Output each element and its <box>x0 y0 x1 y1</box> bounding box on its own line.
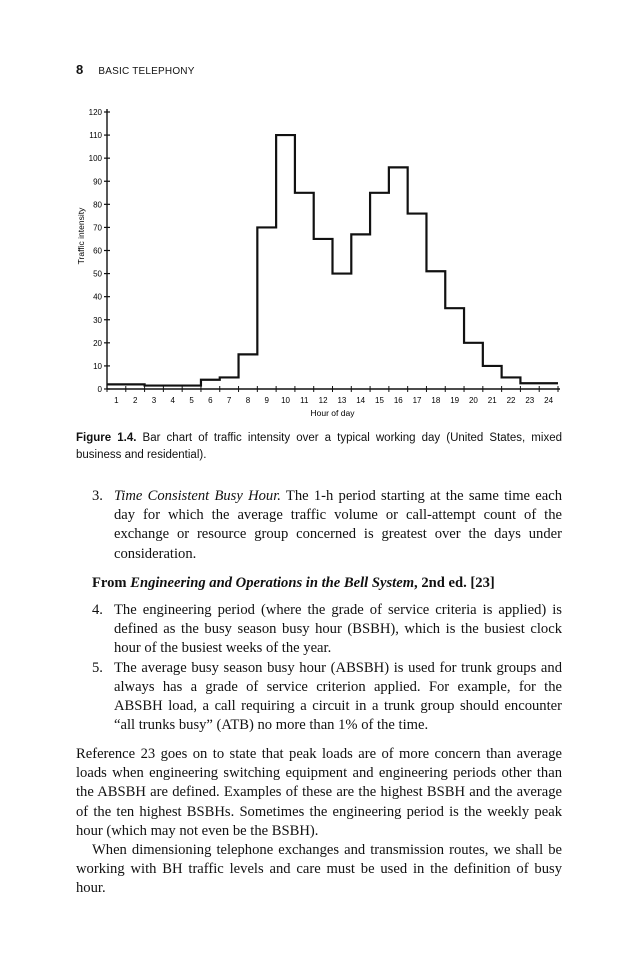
bar-hour-7 <box>220 377 239 389</box>
y-tick-label: 30 <box>93 315 102 325</box>
x-tick-label: 5 <box>189 396 194 405</box>
x-tick-label: 7 <box>226 396 232 405</box>
x-tick-label: 10 <box>281 396 290 405</box>
bar-hour-12 <box>314 239 333 389</box>
section-subhead <box>92 574 562 593</box>
y-tick-label: 60 <box>93 246 102 256</box>
bar-hour-20 <box>464 343 483 389</box>
x-tick-label: 15 <box>375 396 384 405</box>
bar-hour-6 <box>201 380 220 389</box>
bar-hour-8 <box>239 354 258 389</box>
list-item-number: 5. <box>92 659 103 676</box>
bar-hour-15 <box>370 193 389 389</box>
bar-hour-19 <box>445 308 464 389</box>
subhead-suffix: , 2nd ed. [23] <box>414 574 495 591</box>
x-tick-label: 11 <box>300 396 309 405</box>
x-tick-label: 18 <box>431 396 441 405</box>
x-axis-label: Hour of day <box>310 408 355 418</box>
x-tick-label: 17 <box>412 396 422 405</box>
y-axis-label: Traffic intensity <box>76 207 86 265</box>
bar-hour-23 <box>520 383 539 389</box>
caption-text: Bar chart of traffic intensity over a typical working day (United States, mixed business and residential). <box>76 432 562 461</box>
y-tick-label: 40 <box>93 292 102 302</box>
x-tick-label: 22 <box>506 396 516 405</box>
paragraph: Reference 23 goes on to state that peak loads are of more concern than average loads when engineering switching equipment and engineering periods other than the ABSBH are defined. Examples of these are the highest BSBH and the average of the ten highest BSBHs. Sometimes the engineering period is the weekly peak hour (which may not even be the BSBH). <box>76 746 562 839</box>
bar-marks <box>107 135 558 389</box>
bar-hour-10 <box>276 135 295 389</box>
definition-list <box>76 487 562 735</box>
bar-hour-13 <box>333 274 352 389</box>
list-item <box>92 659 562 736</box>
running-title: BASIC TELEPHONY <box>98 66 195 77</box>
y-tick-label: 100 <box>88 154 102 164</box>
y-tick-label: 120 <box>88 108 102 117</box>
x-tick-label: 1 <box>114 396 119 405</box>
bar-hour-21 <box>483 366 502 389</box>
y-tick-label: 0 <box>97 385 102 394</box>
traffic-intensity-bar-chart <box>0 95 638 425</box>
y-tick-label: 110 <box>89 131 102 141</box>
subhead-prefix: From <box>92 574 131 591</box>
x-tick-label: 16 <box>393 396 403 405</box>
paragraph: When dimensioning telephone exchanges and transmission routes, we shall be working with BH traffic levels and care must be used in the definition of busy hour. <box>76 842 562 897</box>
list-item <box>92 601 562 659</box>
x-tick-label: 2 <box>132 396 138 405</box>
list-item-term: Time Consistent Busy Hour. <box>114 488 281 504</box>
y-tick-label: 70 <box>93 223 102 233</box>
list-item-text: The engineering period (where the grade of service criteria is applied) is defined as the busy season busy hour (BSBH), which is the busiest clock hour of the busiest weeks of the year. <box>114 602 562 657</box>
bar-hour-22 <box>502 377 521 389</box>
x-tick-label: 24 <box>544 396 554 405</box>
list-item-number: 4. <box>92 602 103 619</box>
y-tick-label: 80 <box>93 200 102 210</box>
x-tick-label: 23 <box>525 396 535 405</box>
caption-label: Figure 1.4. <box>76 432 137 444</box>
bar-hour-14 <box>351 234 370 389</box>
bar-hour-18 <box>426 271 445 389</box>
running-head <box>76 62 195 77</box>
list-item <box>92 487 562 564</box>
list-item-text: The average busy season busy hour (ABSBH) is used for trunk groups and always has a grade of service criterion applied. For example, for the ABSBH load, a call requiring a circuit in a trunk group should encounter “all trunks busy” (ATB) no more than 1% of the time. <box>114 659 562 734</box>
list-item-text: The 1-h period starting at the same time each day for which the average traffic volume or call-attempt count of the exchange or resource group concerned is greatest over the days under consideration. <box>114 488 562 562</box>
x-tick-label: 19 <box>450 396 460 405</box>
x-tick-label: 12 <box>318 396 328 405</box>
x-tick-label: 14 <box>356 396 366 405</box>
figure-caption <box>76 430 562 464</box>
x-tick-label: 21 <box>487 396 497 405</box>
bar-hour-9 <box>257 227 276 389</box>
y-tick-label: 20 <box>93 338 102 348</box>
x-tick-label: 4 <box>170 396 175 405</box>
subhead-title: Engineering and Operations in the Bell System <box>130 574 415 591</box>
bar-hour-11 <box>295 193 314 389</box>
page-number: 8 <box>76 62 84 77</box>
y-tick-label: 10 <box>93 361 102 371</box>
x-tick-label: 9 <box>264 396 269 405</box>
y-tick-label: 90 <box>93 177 102 187</box>
body-paragraphs <box>76 745 562 899</box>
x-tick-label: 6 <box>208 396 213 405</box>
x-tick-label: 20 <box>468 396 478 405</box>
bar-hour-17 <box>408 214 427 389</box>
y-tick-label: 50 <box>93 269 102 279</box>
list-item-number: 3. <box>92 488 103 504</box>
x-tick-label: 13 <box>337 396 347 405</box>
bar-hour-16 <box>389 167 408 389</box>
x-tick-label: 8 <box>245 396 251 405</box>
bar-hour-24 <box>539 383 558 389</box>
x-tick-label: 3 <box>151 396 157 405</box>
